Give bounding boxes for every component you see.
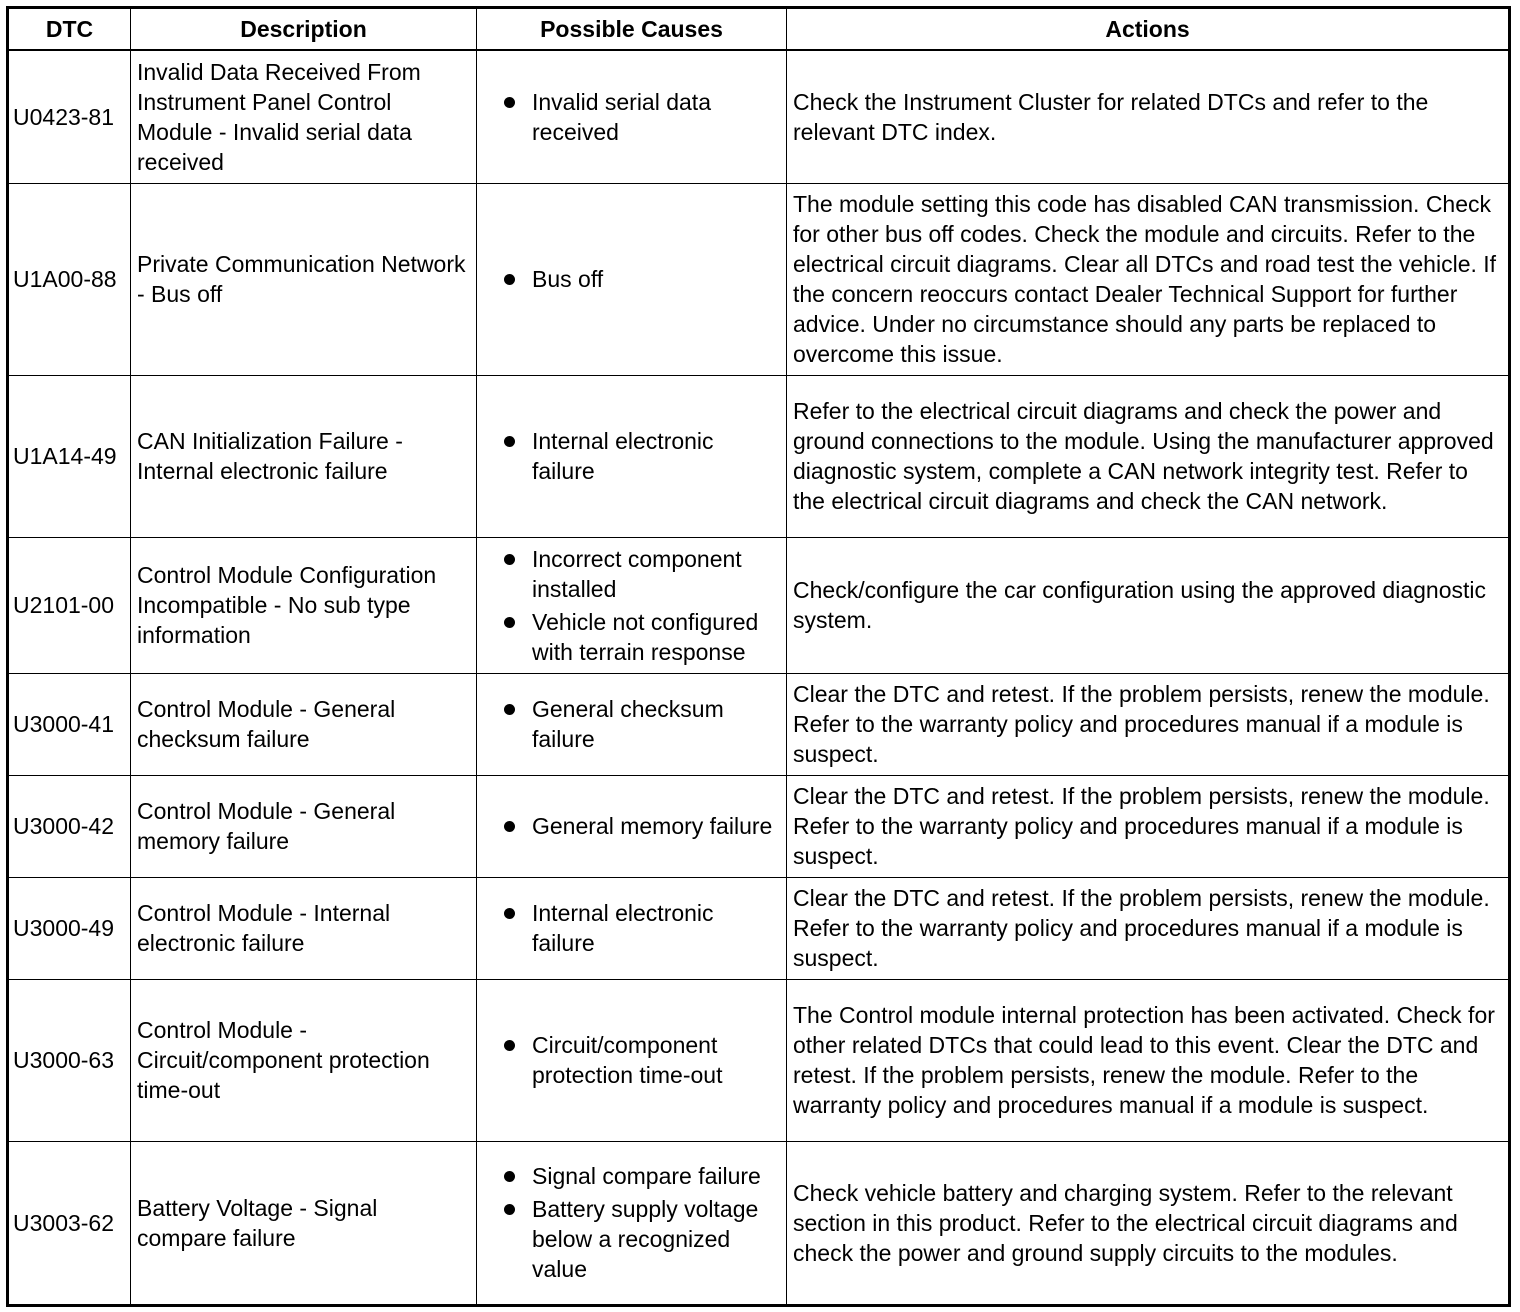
dtc-actions: Clear the DTC and retest. If the problem persists, renew the module. Refer to the warranty policy and procedures manual if a module is suspect. — [787, 877, 1510, 979]
table-row — [8, 979, 1510, 1141]
cause-item: General memory failure — [483, 811, 780, 841]
dtc-description: Control Module - Internal electronic failure — [131, 877, 477, 979]
table-row — [8, 877, 1510, 979]
dtc-code: U3003-62 — [8, 1141, 131, 1305]
cause-item: Battery supply voltage below a recognized value — [483, 1194, 780, 1284]
dtc-actions: Clear the DTC and retest. If the problem persists, renew the module. Refer to the warranty policy and procedures manual if a module is suspect. — [787, 775, 1510, 877]
table-row — [8, 673, 1510, 775]
dtc-actions: Refer to the electrical circuit diagrams and check the power and ground connections to the module. Using the manufacturer approved diagnostic system, complete a CAN network integrity test. Refer to the electrical circuit diagrams and check the CAN network. — [787, 375, 1510, 537]
header-row — [8, 8, 1510, 51]
cause-item: Internal electronic failure — [483, 898, 780, 958]
dtc-code: U3000-42 — [8, 775, 131, 877]
possible-causes — [477, 50, 787, 183]
dtc-description: Control Module - Circuit/component protection time-out — [131, 979, 477, 1141]
dtc-table-container — [6, 6, 1508, 1307]
dtc-code: U2101-00 — [8, 537, 131, 673]
possible-causes — [477, 877, 787, 979]
cause-item: Incorrect component installed — [483, 544, 780, 604]
table-row — [8, 375, 1510, 537]
dtc-actions: The Control module internal protection has been activated. Check for other related DTCs that could lead to this event. Clear the DTC and retest. If the problem persists, renew the module. Refer to the warranty policy and procedures manual if a module is suspect. — [787, 979, 1510, 1141]
causes-list — [483, 264, 780, 294]
causes-list — [483, 426, 780, 486]
dtc-description: Battery Voltage - Signal compare failure — [131, 1141, 477, 1305]
possible-causes — [477, 183, 787, 375]
dtc-actions: Check the Instrument Cluster for related DTCs and refer to the relevant DTC index. — [787, 50, 1510, 183]
cause-item: Vehicle not configured with terrain response — [483, 607, 780, 667]
possible-causes — [477, 537, 787, 673]
causes-list — [483, 1161, 780, 1284]
possible-causes — [477, 979, 787, 1141]
header-possible-causes: Possible Causes — [477, 8, 787, 51]
dtc-table — [6, 6, 1511, 1307]
dtc-description: CAN Initialization Failure - Internal electronic failure — [131, 375, 477, 537]
header-description: Description — [131, 8, 477, 51]
dtc-description: Control Module Configuration Incompatible - No sub type information — [131, 537, 477, 673]
dtc-actions: The module setting this code has disabled CAN transmission. Check for other bus off codes. Check the module and circuits. Refer to the electrical circuit diagrams. Clear all DTCs and road test the vehicle. If the concern reoccurs contact Dealer Technical Support for further advice. Under no circumstance should any parts be replaced to overcome this issue. — [787, 183, 1510, 375]
causes-list — [483, 1030, 780, 1090]
table-row — [8, 537, 1510, 673]
dtc-description: Control Module - General memory failure — [131, 775, 477, 877]
causes-list — [483, 694, 780, 754]
causes-list — [483, 811, 780, 841]
possible-causes — [477, 1141, 787, 1305]
cause-item: Signal compare failure — [483, 1161, 780, 1191]
table-row — [8, 50, 1510, 183]
cause-item: Internal electronic failure — [483, 426, 780, 486]
causes-list — [483, 544, 780, 667]
header-dtc: DTC — [8, 8, 131, 51]
dtc-actions: Clear the DTC and retest. If the problem persists, renew the module. Refer to the warranty policy and procedures manual if a module is suspect. — [787, 673, 1510, 775]
table-row — [8, 183, 1510, 375]
possible-causes — [477, 775, 787, 877]
cause-item: Bus off — [483, 264, 780, 294]
dtc-description: Control Module - General checksum failure — [131, 673, 477, 775]
dtc-actions: Check vehicle battery and charging system. Refer to the relevant section in this product. Refer to the electrical circuit diagrams and check the power and ground supply circuits to the modules. — [787, 1141, 1510, 1305]
dtc-code: U1A00-88 — [8, 183, 131, 375]
table-row — [8, 1141, 1510, 1305]
header-actions: Actions — [787, 8, 1510, 51]
dtc-actions: Check/configure the car configuration using the approved diagnostic system. — [787, 537, 1510, 673]
cause-item: Circuit/component protection time-out — [483, 1030, 780, 1090]
cause-item: General checksum failure — [483, 694, 780, 754]
possible-causes — [477, 673, 787, 775]
cause-item: Invalid serial data received — [483, 87, 780, 147]
possible-causes — [477, 375, 787, 537]
dtc-code: U0423-81 — [8, 50, 131, 183]
dtc-code: U3000-41 — [8, 673, 131, 775]
dtc-code: U3000-49 — [8, 877, 131, 979]
table-row — [8, 775, 1510, 877]
dtc-description: Private Communication Network - Bus off — [131, 183, 477, 375]
dtc-code: U3000-63 — [8, 979, 131, 1141]
causes-list — [483, 87, 780, 147]
causes-list — [483, 898, 780, 958]
dtc-description: Invalid Data Received From Instrument Panel Control Module - Invalid serial data received — [131, 50, 477, 183]
dtc-code: U1A14-49 — [8, 375, 131, 537]
